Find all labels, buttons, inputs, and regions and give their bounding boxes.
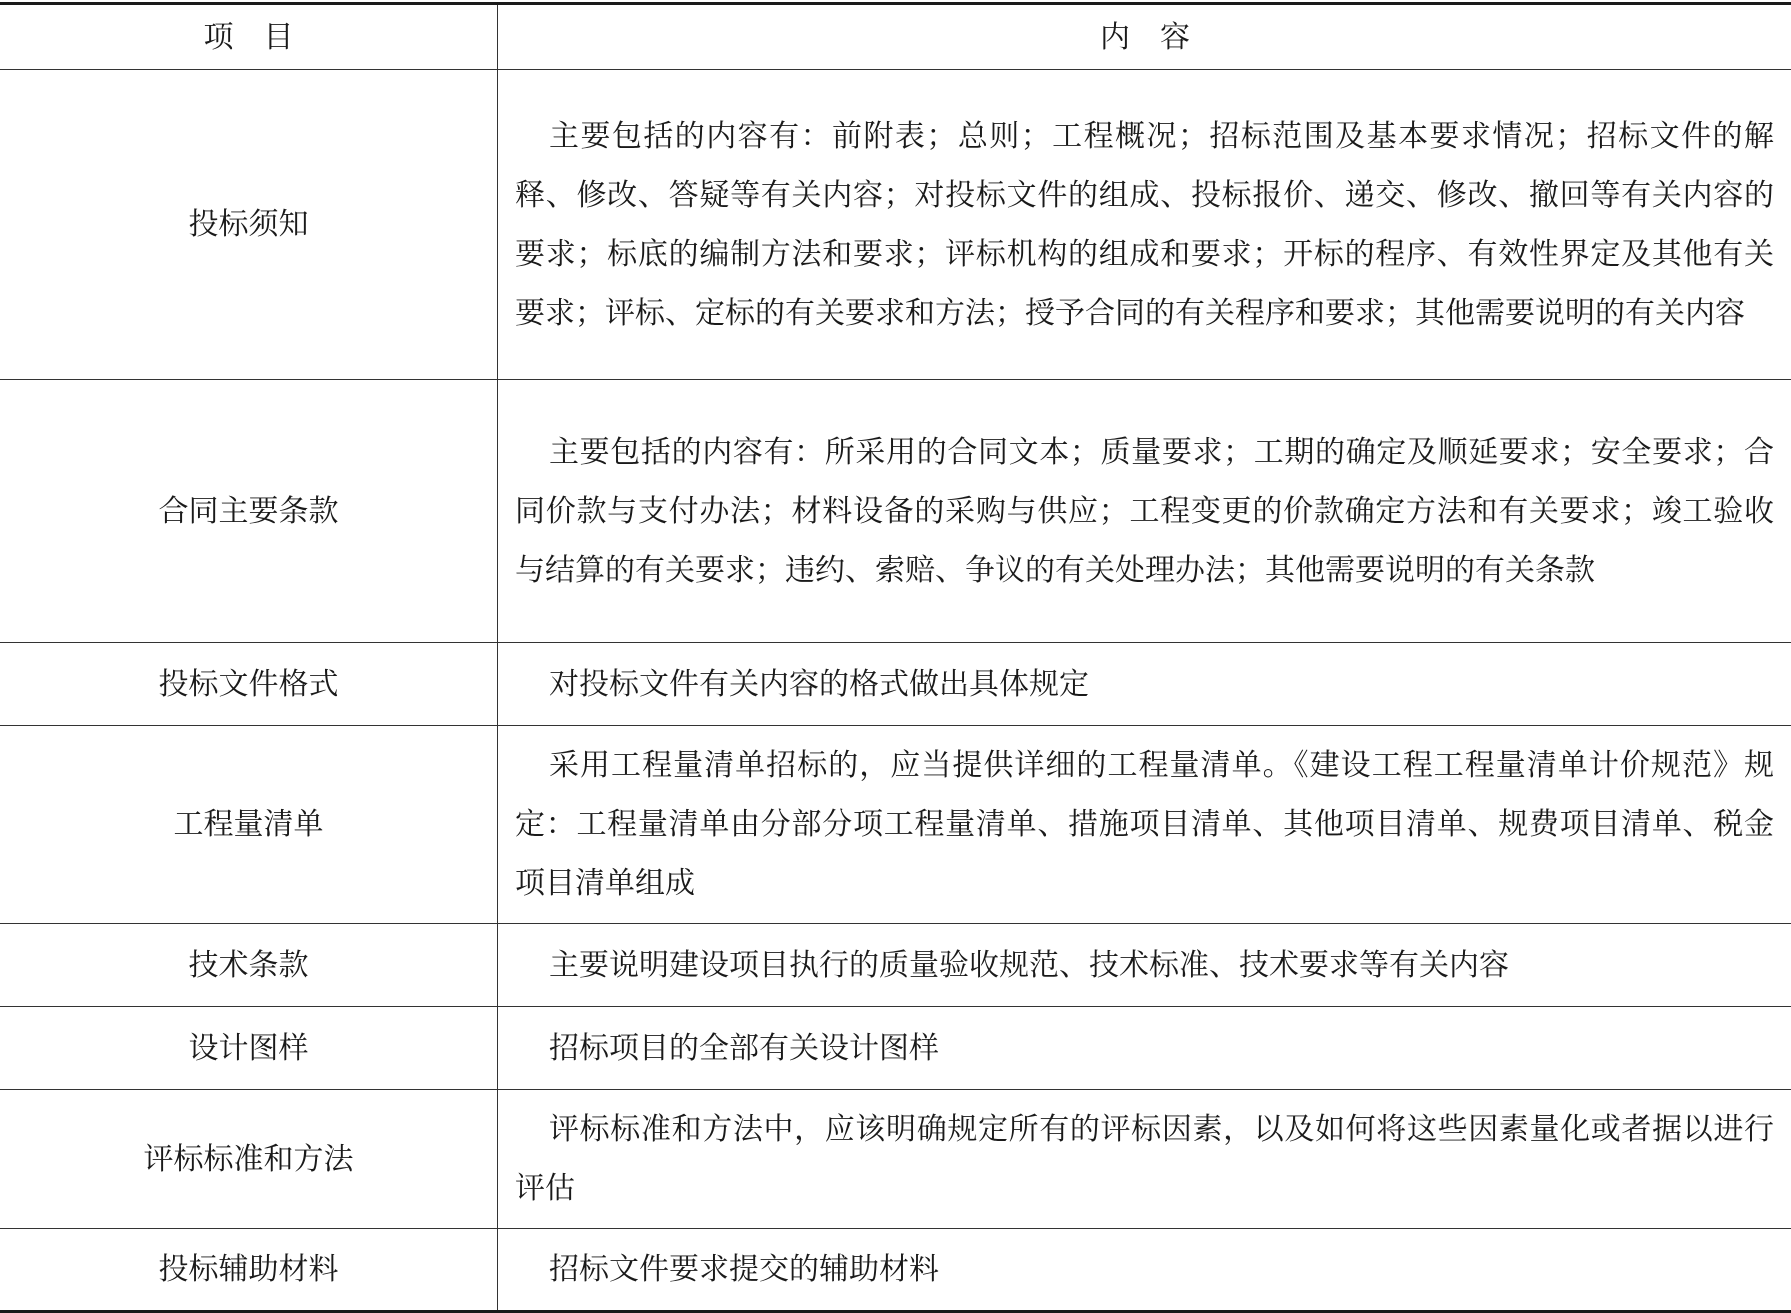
row-content-cell [498, 1229, 1791, 1312]
table-header-row [0, 4, 1791, 70]
row-content-text: 对投标文件有关内容的格式做出具体规定 [549, 666, 1089, 702]
table-row [0, 380, 1791, 643]
header-item [0, 4, 498, 70]
row-content-cell [498, 643, 1791, 726]
row-item-cell: 合同主要条款 [0, 380, 498, 643]
table-row [0, 70, 1791, 380]
row-content-text: 招标项目的全部有关设计图样 [549, 1030, 939, 1066]
row-item-cell: 投标须知 [0, 70, 498, 380]
header-content [498, 4, 1791, 70]
row-content-text: 主要说明建设项目执行的质量验收规范、技术标准、技术要求等有关内容 [549, 947, 1509, 983]
table-row [0, 1007, 1791, 1090]
row-content-text: 评标标准和方法中，应该明确规定所有的评标因素，以及如何将这些因素量化或者据以进行评估 [515, 1112, 1774, 1206]
table-row [0, 1229, 1791, 1312]
row-item-cell: 投标辅助材料 [0, 1229, 498, 1312]
header-item-label: 项 目 [203, 19, 294, 55]
row-content-cell [498, 1090, 1791, 1229]
header-content-label: 内 容 [1100, 19, 1190, 55]
row-item-cell: 设计图样 [0, 1007, 498, 1090]
row-content-cell [498, 70, 1791, 380]
table-row [0, 643, 1791, 726]
bidding-document-table [0, 2, 1791, 1313]
row-content-cell [498, 924, 1791, 1007]
table-row [0, 1090, 1791, 1229]
row-content-text: 主要包括的内容有：前附表；总则；工程概况；招标范围及基本要求情况；招标文件的解释、修改、答疑等有关内容；对投标文件的组成、投标报价、递交、修改、撤回等有关内容的要求；标底的编制方法和要求；评标机构的组成和要求；开标的程序、有效性界定及其他有关要求；评标、定标的有关要求和方法；授予合同的有关程序和要求；其他需要说明的有关内容 [515, 118, 1774, 331]
row-content-text: 主要包括的内容有：所采用的合同文本；质量要求；工期的确定及顺延要求；安全要求；合同价款与支付办法；材料设备的采购与供应；工程变更的价款确定方法和有关要求；竣工验收与结算的有关要求；违约、索赔、争议的有关处理办法；其他需要说明的有关条款 [515, 434, 1774, 588]
row-content-cell [498, 380, 1791, 643]
row-item-cell: 投标文件格式 [0, 643, 498, 726]
row-content-text: 招标文件要求提交的辅助材料 [549, 1252, 939, 1287]
row-item-cell: 技术条款 [0, 924, 498, 1007]
table-row [0, 726, 1791, 924]
bidding-document-table-container [0, 2, 1791, 1313]
table-row [0, 924, 1791, 1007]
row-item-cell: 评标标准和方法 [0, 1090, 498, 1229]
row-content-cell [498, 1007, 1791, 1090]
row-content-text: 采用工程量清单招标的，应当提供详细的工程量清单。《建设工程工程量清单计价规范》规定：工程量清单由分部分项工程量清单、措施项目清单、其他项目清单、规费项目清单、税金项目清单组成 [515, 748, 1774, 901]
row-content-cell [498, 726, 1791, 924]
row-item-cell: 工程量清单 [0, 726, 498, 924]
